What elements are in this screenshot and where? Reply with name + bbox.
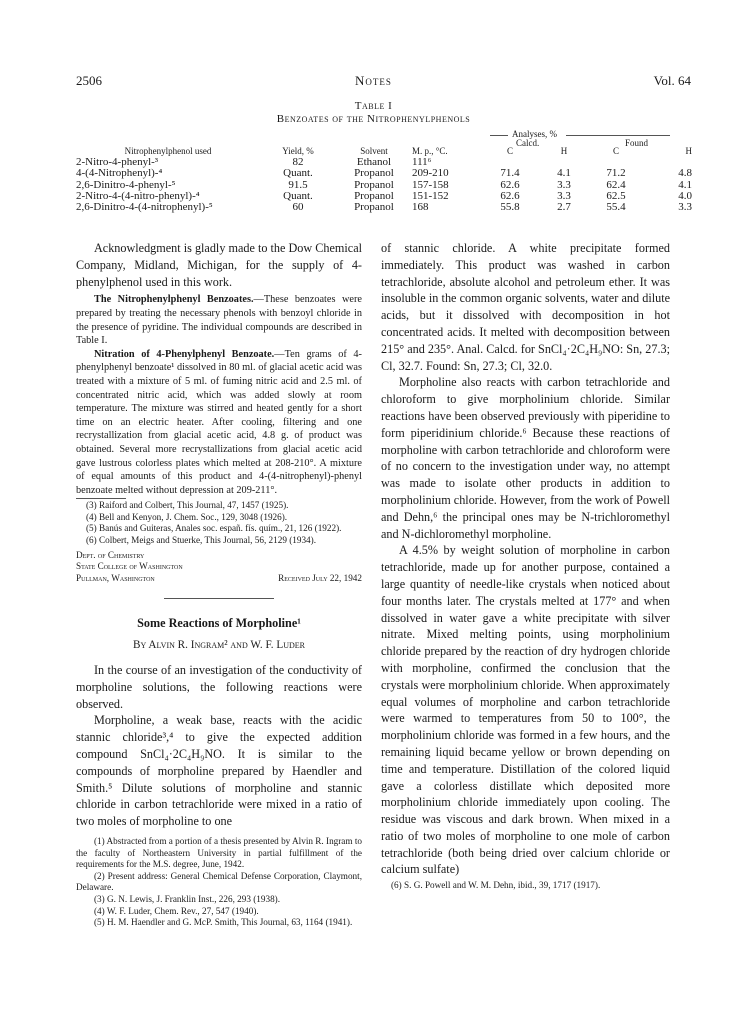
table-cell: 55.8	[500, 201, 520, 214]
ref-5: (5) Banús and Guiteras, Anales soc. españ. fís. quím., 21, 126 (1922).	[86, 523, 342, 534]
table-cell: 3.3	[678, 201, 692, 214]
note-6: (6) S. G. Powell and W. M. Dehn, ibid., 39, 1717 (1917).	[391, 880, 601, 891]
ref-6: (6) Colbert, Meigs and Stuerke, This Journal, 56, 2129 (1934).	[86, 535, 316, 546]
found-heading: Found	[625, 138, 649, 148]
table-cell: 4.8	[678, 167, 692, 180]
received-date: Received July 22, 1942	[278, 572, 362, 583]
table-cell: 62.6	[500, 189, 520, 202]
col-found-h: H	[685, 146, 692, 156]
table-caption: Benzoates of the Nitrophenylphenols	[276, 113, 471, 125]
table-cell: 2,6-Dinitro-4-(4-nitrophenyl)-⁵	[76, 201, 213, 214]
benzoates-text: —These benzoates were prepared by treating the necessary phenols with benzoyl chloride in the presence of pyridine. The individual compounds are described in Table I.	[76, 294, 362, 347]
table-cell: 209-210	[412, 167, 449, 180]
benzoates-table	[76, 146, 692, 213]
col-nitrophenylphenol: Nitrophenylphenol used	[124, 146, 212, 156]
affiliation-3: Pullman, Washington	[76, 572, 155, 583]
note-5: (5) H. M. Haendler and G. McP. Smith, This Journal, 63, 1164 (1941).	[94, 917, 353, 928]
affiliation-1: Dept. of Chemistry	[76, 549, 145, 560]
calcd-heading: Calcd.	[516, 138, 540, 148]
article-title: Some Reactions of Morpholine¹	[137, 616, 301, 631]
table-cell: 71.2	[606, 167, 626, 180]
note-2: (2) Present address: General Chemical Defense Corporation, Claymont, Delaware.	[76, 870, 362, 893]
benzoates-heading: The Nitrophenylphenyl Benzoates.	[94, 294, 254, 306]
col-calcd-c: C	[506, 146, 513, 156]
body-paragraph-2: Morpholine, a weak base, reacts with the acidic stannic chloride³,⁴ to give the expected addition compound SnCl₄·2C₄H₉NO. It is similar to the compounds of morpholine prepared by Haendler and Smith.⁵ Dilute solutions of morpholine and stannic chloride in carbon tetrachloride were mixed in a ratio of two moles of morpholine to one	[76, 713, 362, 829]
table-cell: 62.5	[606, 189, 626, 202]
table-cell: 55.4	[606, 201, 626, 214]
col-calcd-h: H	[560, 146, 568, 156]
table-cell: 4-(4-Nitrophenyl)-⁴	[76, 167, 163, 180]
table-cell: 2-Nitro-4-(4-nitro-phenyl)-⁴	[76, 189, 200, 202]
nitration-heading: Nitration of 4-Phenylphenyl Benzoate.	[94, 348, 275, 360]
left-column	[76, 240, 362, 929]
table-cell: 3.3	[557, 189, 571, 202]
affiliation-2: State College of Washington	[76, 561, 183, 572]
table-cell: 2-Nitro-4-phenyl-³	[76, 156, 159, 169]
body-paragraph-4: Morpholine also reacts with carbon tetrachloride and chloroform to give morpholinium chloride. Similar reactions have been observed previously with piperidine to form piperidinium chloride.⁶ Because these reactions of morpholine with carbon tetrachloride and chloroform were of no concern to the investigation under way, no attempt was made to isolate other products in addition to morpholinium chloride. However, from the work of Powell and Dehn,⁶ the principal ones may be N-trichloromethyl and N-dichloromethyl morpholine.	[381, 375, 670, 541]
body-paragraph-5: A 4.5% by weight solution of morpholine in carbon tetrachloride, made up for another purpose, contained a large quantity of needle-like crystals when noticed about four months later. The crystals melted at 177° and when dissolved in water gave a white precipitate with silver nitrate. Mixed melting points, using morpholinium chloride prepared by the reaction of dry hydrogen chloride with morpholine, confirmed the conclusion that the crystals were morpholinium chloride. When approximately equal volumes of morpholine and carbon tetrachloride were warmed to temperatures from 50 to 100°, the morpholinium chloride was formed in a few hours, and the remaining liquid became yellow or brown depending on time and temperature. Distillation of the colored liquid gave a colorless distillate which deposited more morpholinium chloride immediately upon cooling. The residue was viscous and dark brown. When mixed in a ratio of two moles of morpholine to one mole of carbon tetrachloride (both being dried over calcium chloride or calcium sulfate)	[381, 543, 670, 877]
volume-label: Vol. 64	[653, 73, 691, 88]
analyses-brace-right	[566, 135, 670, 136]
note-3: (3) G. N. Lewis, J. Franklin Inst., 226, 293 (1938).	[94, 893, 281, 904]
col-yield: Yield, %	[282, 146, 314, 156]
note-4: (4) W. F. Luder, Chem. Rev., 27, 547 (1940).	[94, 905, 259, 916]
body-paragraph-3: of stannic chloride. A white precipitate formed immediately. This product was washed in carbon tetrachloride, absolute alcohol and petroleum ether. It was insoluble in the common organic solvents, water and dilute acids, but it dissolved with decomposition in hot concentrated acids. It melted with decomposition between 215° and 235°. Anal. Calcd. for SnCl₄·2C₄H₉NO: Sn, 27.3; Cl, 32.7. Found: Sn, 27.3; Cl, 32.0.	[381, 241, 670, 373]
analyses-brace-left	[490, 135, 508, 136]
table-row	[76, 168, 692, 179]
ref-4: (4) Bell and Kenyon, J. Chem. Soc., 129, 3048 (1926).	[86, 511, 288, 522]
body-paragraph-1: In the course of an investigation of the conductivity of morpholine solutions, the following reactions were observed.	[76, 663, 362, 711]
table-cell: 4.1	[678, 178, 692, 191]
table-cell: Propanol	[354, 167, 394, 180]
left-footnotes	[76, 836, 362, 929]
note-1: (1) Abstracted from a portion of a thesis presented by Alvin R. Ingram to the faculty of Northeastern University in partial fulfillment of the requirements for the M.S. degree, June, 1942.	[76, 836, 362, 870]
footnote-rule	[76, 498, 126, 499]
table-cell: 4.0	[678, 189, 692, 202]
table-cell: Propanol	[354, 178, 394, 191]
right-column	[381, 240, 670, 892]
table-cell: Quant.	[283, 167, 313, 180]
nitration-paragraph	[76, 348, 362, 498]
table-cell: 2.7	[557, 201, 571, 214]
table-cell: 71.4	[500, 167, 520, 180]
table-label: Table I	[354, 100, 393, 112]
table-row	[76, 202, 692, 213]
analyses-heading: Analyses, %	[512, 129, 557, 139]
table-cell: Ethanol	[356, 156, 392, 169]
table-cell: 62.4	[606, 178, 626, 191]
table-cell: Propanol	[354, 189, 394, 202]
table-cell: 4.1	[557, 167, 571, 180]
col-found-c: C	[612, 146, 619, 156]
affiliation-line	[76, 573, 362, 585]
benzoates-paragraph	[76, 293, 362, 347]
page-number: 2506	[76, 73, 102, 88]
table-cell: 91.5	[288, 178, 308, 191]
table-cell: 3.3	[557, 178, 571, 191]
table-cell: 82	[292, 156, 304, 169]
table-cell: Propanol	[354, 201, 394, 214]
col-solvent: Solvent	[360, 146, 388, 156]
nitration-text: —Ten grams of 4-phenylphenyl benzoate¹ dissolved in 80 ml. of glacial acetic acid was treated with a mixture of 5 ml. of fuming nitric acid and 2.5 ml. of concentrated nitric acid, which was added slowly at room temperature. The mixture was stirred and heated gently for a short time on an electric heater. After cooling, filtering and one recrystallization from glacial acetic acid, 4.8 g. of product was obtained. Several more recrystallizations from glacial acetic acid gave lustrous colorless plates which melted at 208-210°. A mixture of equal amounts of this product and 4-(4-nitrophenyl)-phenyl benzoate melted without depression at 209-211°.	[76, 348, 362, 496]
table-cell: 111⁶	[412, 156, 432, 169]
table-cell: 157-158	[412, 178, 449, 191]
running-title: Notes	[355, 73, 392, 88]
table-cell: 60	[292, 201, 304, 214]
section-rule	[164, 598, 274, 599]
table-cell: Quant.	[283, 189, 313, 202]
table-cell: 168	[412, 201, 429, 214]
left-references	[76, 500, 362, 546]
ref-3: (3) Raiford and Colbert, This Journal, 47, 1457 (1925).	[86, 500, 289, 511]
col-mp: M. p., °C.	[412, 146, 448, 156]
table-cell: 62.6	[500, 178, 520, 191]
table-cell: 2,6-Dinitro-4-phenyl-⁵	[76, 178, 176, 191]
article-authors: By Alvin R. Ingram² and W. F. Luder	[133, 639, 305, 652]
table-cell: 151-152	[412, 189, 449, 202]
acknowledgment: Acknowledgment is gladly made to the Dow Chemical Company, Midland, Michigan, for the supply of 4-phenylphenol used in this work.	[76, 241, 362, 289]
